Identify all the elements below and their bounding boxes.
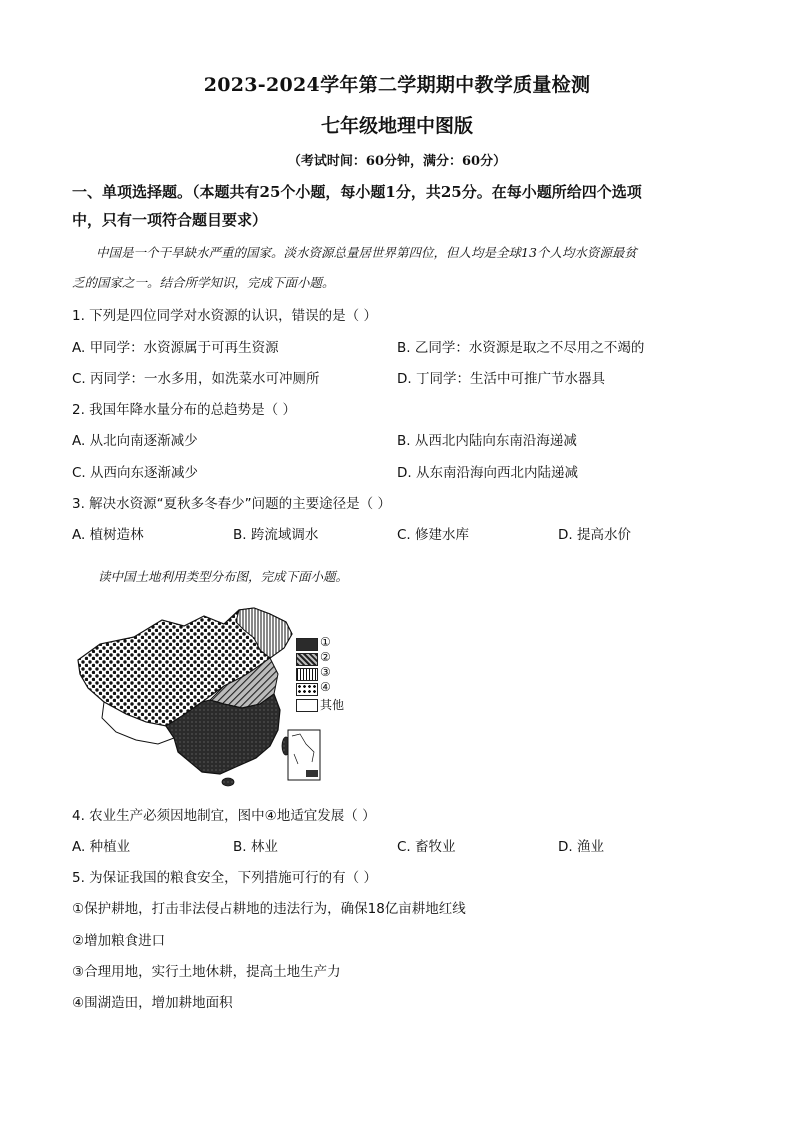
exam-info: （考试时间：60分钟，满分：60分）: [287, 154, 507, 169]
legend-swatch-other: [296, 699, 318, 712]
question-3-option-a[interactable]: A. 植树造林: [72, 527, 144, 543]
question-3-stem: 3. 解决水资源“夏秋多冬春少”问题的主要途径是（ ）: [72, 496, 391, 512]
legend-swatch-4: [296, 683, 318, 696]
question-5-item-1: ①保护耕地，打击非法侵占耕地的违法行为，确保18亿亩耕地红线: [72, 901, 466, 917]
section-heading-line1: 一、单项选择题。（本题共有25个小题，每小题1分，共25分。在每小题所给四个选项: [72, 183, 642, 201]
legend-swatch-1: [296, 638, 318, 651]
question-4-option-a[interactable]: A. 种植业: [72, 839, 131, 855]
question-2-stem: 2. 我国年降水量分布的总趋势是（ ）: [72, 402, 296, 418]
question-2-option-a[interactable]: A. 从北向南逐渐减少: [72, 433, 198, 449]
legend-label-3: ③: [320, 665, 331, 679]
question-1-option-d[interactable]: D. 丁同学：生活中可推广节水器具: [397, 371, 605, 387]
intro-passage-2: 读中国土地利用类型分布图，完成下面小题。: [98, 569, 349, 584]
intro-passage-1-line2: 乏的国家之一。结合所学知识，完成下面小题。: [72, 275, 335, 290]
question-1-stem: 1. 下列是四位同学对水资源的认识，错误的是（ ）: [72, 308, 377, 324]
question-5-stem: 5. 为保证我国的粮食安全，下列措施可行的有（ ）: [72, 870, 377, 886]
question-1-option-c[interactable]: C. 丙同学：一水多用，如洗菜水可冲厕所: [72, 371, 320, 387]
question-3-option-d[interactable]: D. 提高水价: [558, 527, 631, 543]
intro-passage-1: [72, 238, 732, 298]
question-3-option-c[interactable]: C. 修建水库: [397, 527, 470, 543]
intro-passage-1-text1: 中国是一个干旱缺水严重的国家。淡水资源总量居世界第四位，但人均是全球13个人均水资源最贫: [96, 245, 637, 260]
legend-label-2: ②: [320, 650, 331, 664]
question-4-option-c[interactable]: C. 畜牧业: [397, 839, 456, 855]
question-3-option-b[interactable]: B. 跨流域调水: [233, 527, 319, 543]
question-4-option-d[interactable]: D. 渔业: [558, 839, 604, 855]
hainan-island: [222, 778, 234, 786]
question-2-option-b[interactable]: B. 从西北内陆向东南沿海递减: [397, 433, 577, 449]
question-1-option-b[interactable]: B. 乙同学：水资源是取之不尽用之不竭的: [397, 340, 645, 356]
question-2-option-d[interactable]: D. 从东南沿海向西北内陆递减: [397, 465, 578, 481]
question-5-item-3: ③合理用地，实行土地休耕，提高土地生产力: [72, 964, 341, 980]
legend-swatch-2: [296, 653, 318, 666]
section-heading-line2: 中，只有一项符合题目要求）: [72, 211, 268, 229]
exam-title: 2023-2024学年第二学期期中教学质量检测: [203, 74, 591, 96]
exam-subtitle: 七年级地理中图版: [320, 115, 473, 137]
question-4-stem: 4. 农业生产必须因地制宜，图中④地适宜发展（ ）: [72, 808, 376, 824]
legend-label-1: ①: [320, 635, 331, 649]
legend-label-other: 其他: [320, 698, 345, 712]
question-1-option-a[interactable]: A. 甲同学：水资源属于可再生资源: [72, 340, 279, 356]
intro-passage-1-line1: [72, 238, 732, 268]
inset-scale-box: [306, 770, 318, 777]
question-5-item-4: ④围湖造田，增加耕地面积: [72, 995, 233, 1011]
question-2-option-c[interactable]: C. 从西向东逐渐减少: [72, 465, 199, 481]
question-4-option-b[interactable]: B. 林业: [233, 839, 278, 855]
legend-label-4: ④: [320, 680, 331, 694]
legend-swatch-3: [296, 668, 318, 681]
section-heading: [72, 178, 732, 234]
question-5-item-2: ②增加粮食进口: [72, 933, 166, 949]
